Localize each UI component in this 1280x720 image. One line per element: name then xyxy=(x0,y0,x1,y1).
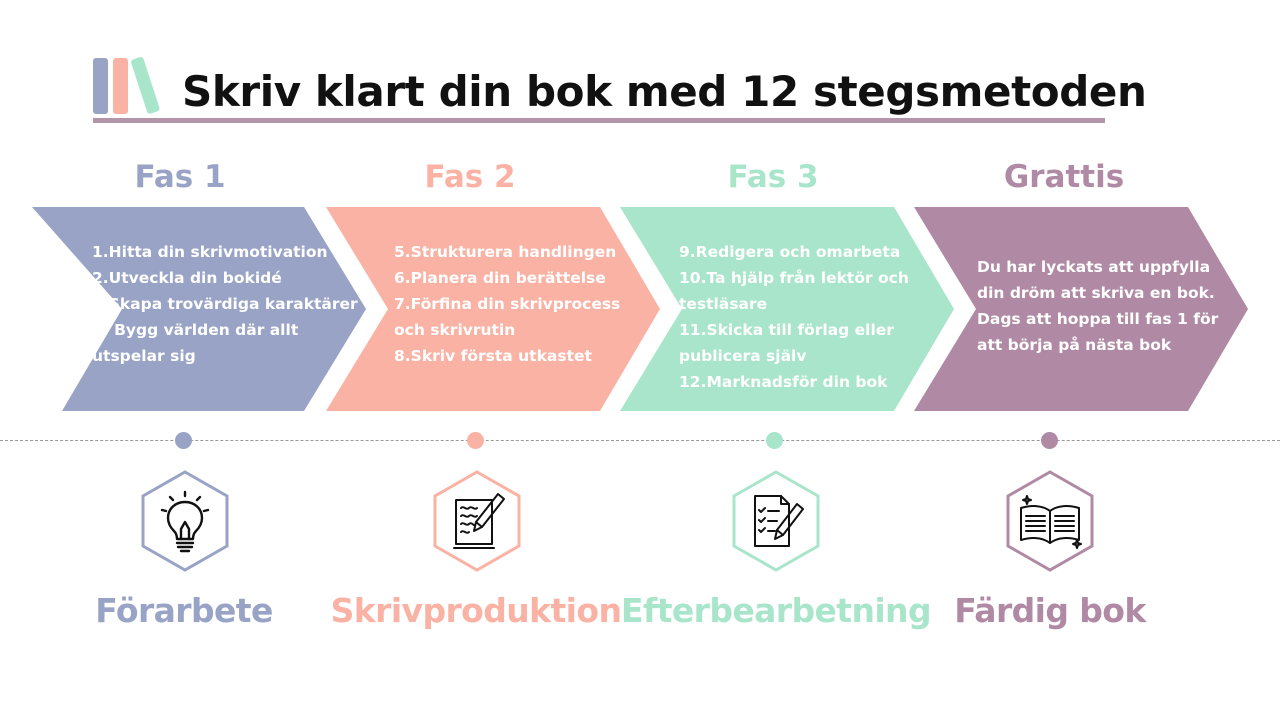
phase-1-step: 1.Hitta din skrivmotivation xyxy=(92,243,328,261)
phase-1-step: utspelar sig xyxy=(92,347,196,365)
stage-label-2: Skrivproduktion xyxy=(330,591,622,630)
phase-3-step: 12.Marknadsför din bok xyxy=(679,373,888,391)
page-title: Skriv klart din bok med 12 stegsmetoden xyxy=(182,67,1147,116)
phase-2-step: 8.Skriv första utkastet xyxy=(394,347,592,365)
phase-1-step: 2.Utveckla din bokidé xyxy=(92,269,282,287)
phase-4-line: Dags att hoppa till fas 1 för xyxy=(977,310,1219,328)
phase-3-chevron xyxy=(620,207,954,411)
timeline-dot-4 xyxy=(1041,432,1058,449)
phase-2-step: 6.Planera din berättelse xyxy=(394,269,606,287)
books-logo-icon xyxy=(92,56,172,118)
phase-label-1: Fas 1 xyxy=(134,159,226,195)
stage-label-1: Förarbete xyxy=(95,591,273,630)
phase-2-chevron xyxy=(326,207,660,411)
phase-2-step: och skrivrutin xyxy=(394,321,516,339)
phase-2-step: 7.Förfina din skrivprocess xyxy=(394,295,621,313)
checklist-pen-icon xyxy=(731,470,821,572)
phase-3-step: 9.Redigera och omarbeta xyxy=(679,243,901,261)
phase-3-step: 11.Skicka till förlag eller xyxy=(679,321,894,339)
phase-2-step: 5.Strukturera handlingen xyxy=(394,243,617,261)
title-underline xyxy=(93,118,1105,123)
timeline-dashed-line xyxy=(0,440,1280,441)
phase-1-step: 3.Skapa trovärdiga karaktärer xyxy=(92,295,358,313)
timeline-dot-2 xyxy=(467,432,484,449)
phase-4-line: att börja på nästa bok xyxy=(977,336,1172,354)
phase-3-steps xyxy=(679,239,909,395)
phase-4-message xyxy=(977,254,1218,358)
stage-label-3: Efterbearbetning xyxy=(621,591,931,630)
phase-label-3: Fas 3 xyxy=(727,159,819,195)
timeline-dot-1 xyxy=(175,432,192,449)
phase-3-step: 10.Ta hjälp från lektör och xyxy=(679,269,909,287)
stage-label-4: Färdig bok xyxy=(954,591,1146,630)
lightbulb-icon xyxy=(140,470,230,572)
timeline-dot-3 xyxy=(766,432,783,449)
phase-label-4: Grattis xyxy=(1003,159,1125,195)
open-book-icon xyxy=(1005,470,1095,572)
phase-3-step: publicera själv xyxy=(679,347,807,365)
phase-3-step: testläsare xyxy=(679,295,768,313)
phase-1-steps xyxy=(92,239,358,369)
phase-4-line: Du har lyckats att uppfylla xyxy=(977,258,1211,276)
phase-2-steps xyxy=(394,239,620,369)
phase-1-step: 4. Bygg världen där allt xyxy=(92,321,299,339)
phase-4-line: din dröm att skriva en bok. xyxy=(977,284,1215,302)
writing-paper-icon xyxy=(432,470,522,572)
phase-label-2: Fas 2 xyxy=(424,159,516,195)
phase-1-chevron xyxy=(32,207,366,411)
phase-4-chevron xyxy=(914,207,1248,411)
